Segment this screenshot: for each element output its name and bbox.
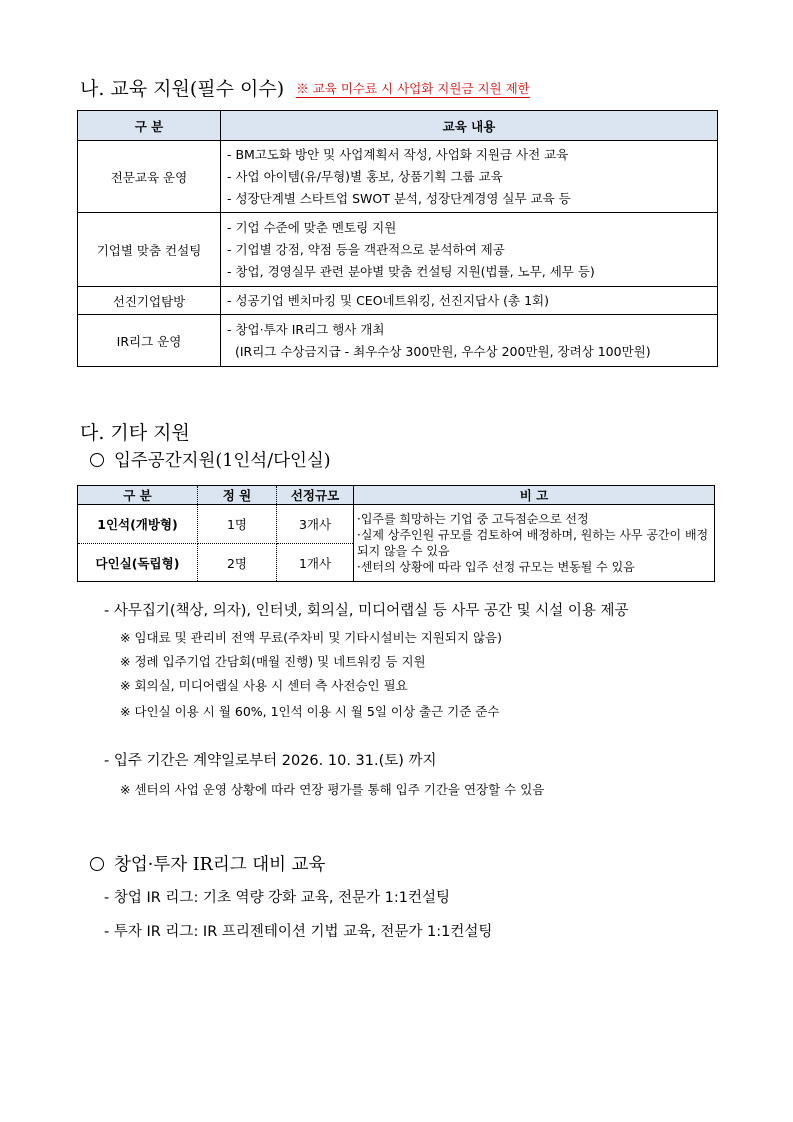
table-header-row (78, 111, 718, 141)
facility-note: ※ 정례 입주기업 간담회(매월 진행) 및 네트워킹 등 지원 (120, 654, 426, 669)
space-table (77, 485, 715, 582)
table-row (78, 213, 718, 287)
table-row (78, 505, 715, 544)
table-row (78, 315, 718, 367)
header-type: 구 분 (78, 486, 198, 505)
subsection-space-title: 입주공간지원(1인석/다인실) (114, 451, 331, 471)
row-category: IR리그 운영 (78, 315, 221, 367)
facility-note: ※ 다인실 이용 시 월 60%, 1인석 이용 시 월 5일 이상 출근 기준 준수 (120, 704, 500, 719)
section-na-title: 나. 교육 지원(필수 이수) (80, 78, 285, 100)
header-category: 구 분 (78, 111, 221, 141)
content-line: - 성공기업 벤치마킹 및 CEO네트워킹, 선진지답사 (총 1회) (227, 292, 549, 308)
section-na-note: ※ 교육 미수료 시 사업화 지원금 지원 제한 (296, 81, 530, 96)
subsection-ir-title: 창업·투자 IR리그 대비 교육 (114, 855, 326, 875)
row-scale: 1개사 (277, 544, 354, 582)
header-capacity: 정 원 (198, 486, 277, 505)
section-da-title: 다. 기타 지원 (80, 422, 190, 444)
table-header-row (78, 486, 715, 505)
row-content (221, 315, 718, 367)
header-notes: 비 고 (354, 486, 715, 505)
subsection-ir-heading (90, 851, 325, 876)
row-content (221, 213, 718, 287)
education-table (77, 110, 718, 367)
row-capacity: 1명 (198, 505, 277, 544)
period-bullet: - 입주 기간은 계약일로부터 2026. 10. 31.(토) 까지 (104, 753, 437, 769)
circle-bullet-icon (90, 453, 104, 467)
header-content: 교육 내용 (221, 111, 718, 141)
notes-cell (354, 505, 715, 582)
row-type: 1인석(개방형) (78, 505, 198, 544)
content-line: - 창업, 경영실무 관련 분야별 맞춤 컨설팅 지원(법률, 노무, 세무 등) (227, 263, 595, 279)
content-line: - 사업 아이템(유/무형)별 홍보, 상품기획 그룹 교육 (227, 168, 503, 184)
row-type: 다인실(독립형) (78, 544, 198, 582)
facility-bullet: - 사무집기(책상, 의자), 인터넷, 회의실, 미디어랩실 등 사무 공간 및 시설 이용 제공 (104, 603, 629, 619)
section-na-heading (80, 74, 530, 101)
note-line: ·실제 상주인원 규모를 검토하여 배정하며, 원하는 사무 공간이 배정되지 않을 수 있음 (357, 528, 709, 558)
row-content (221, 287, 718, 315)
table-row (78, 287, 718, 315)
content-line: - 창업·투자 IR리그 행사 개최 (227, 321, 385, 337)
row-capacity: 2명 (198, 544, 277, 582)
facility-note: ※ 회의실, 미디어랩실 사용 시 센터 측 사전승인 필요 (120, 678, 408, 693)
row-category: 전문교육 운영 (78, 141, 221, 213)
table-row (78, 141, 718, 213)
content-line: (IR리그 수상금지급 - 최우수상 300만원, 우수상 200만원, 장려상 100만원) (227, 343, 651, 359)
content-line: - 성장단계별 스타트업 SWOT 분석, 성장단계경영 실무 교육 등 (227, 190, 571, 206)
circle-bullet-icon (90, 857, 104, 871)
note-line: ·센터의 상황에 따라 입주 선정 규모는 변동될 수 있음 (357, 560, 635, 574)
row-scale: 3개사 (277, 505, 354, 544)
ir-bullet: - 투자 IR 리그: IR 프리젠테이션 기법 교육, 전문가 1:1컨설팅 (104, 924, 493, 940)
facility-note: ※ 임대료 및 관리비 전액 무료(주차비 및 기타시설비는 지원되지 않음) (120, 630, 503, 645)
period-note: ※ 센터의 사업 운영 상황에 따라 연장 평가를 통해 입주 기간을 연장할 수 있음 (120, 782, 545, 797)
ir-bullet: - 창업 IR 리그: 기초 역량 강화 교육, 전문가 1:1컨설팅 (104, 890, 451, 906)
row-content (221, 141, 718, 213)
content-line: - 기업 수준에 맞춘 멘토링 지원 (227, 219, 397, 235)
header-scale: 선정규모 (277, 486, 354, 505)
row-category: 선진기업탐방 (78, 287, 221, 315)
subsection-space-heading (90, 447, 331, 472)
note-line: ·입주를 희망하는 기업 중 고득점순으로 선정 (357, 512, 589, 526)
row-category: 기업별 맞춤 컨설팅 (78, 213, 221, 287)
content-line: - BM고도화 방안 및 사업계획서 작성, 사업화 지원금 사전 교육 (227, 146, 569, 162)
content-line: - 기업별 강점, 약점 등을 객관적으로 분석하여 제공 (227, 241, 505, 257)
